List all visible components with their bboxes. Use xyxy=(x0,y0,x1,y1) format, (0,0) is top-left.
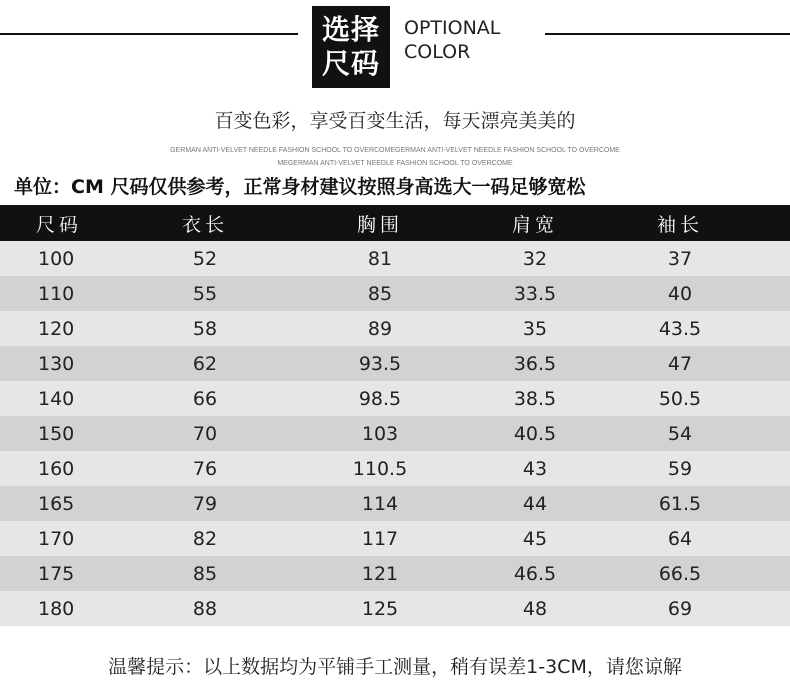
table-row xyxy=(0,486,790,521)
header-length: 衣长 xyxy=(150,205,260,241)
color-text: COLOR xyxy=(404,41,471,63)
size-cell: 110 xyxy=(0,276,150,311)
right-divider xyxy=(545,33,790,35)
length-cell: 58 xyxy=(150,311,260,346)
table-row xyxy=(0,276,790,311)
header-size: 尺码 xyxy=(0,205,150,241)
size-cell: 150 xyxy=(0,416,150,451)
size-cell: 165 xyxy=(0,486,150,521)
length-cell: 52 xyxy=(150,241,260,276)
length-cell: 66 xyxy=(150,381,260,416)
sleeve-cell: 54 xyxy=(570,416,790,451)
length-cell: 76 xyxy=(150,451,260,486)
sleeve-cell: 64 xyxy=(570,521,790,556)
header-sleeve: 袖长 xyxy=(570,205,790,241)
chest-cell: 89 xyxy=(260,311,500,346)
optional-color-label xyxy=(404,16,500,64)
size-cell: 100 xyxy=(0,241,150,276)
table-row xyxy=(0,311,790,346)
length-cell: 88 xyxy=(150,591,260,626)
chest-cell: 93.5 xyxy=(260,346,500,381)
badge-line-1: 选择 xyxy=(321,13,380,46)
sleeve-cell: 61.5 xyxy=(570,486,790,521)
size-cell: 140 xyxy=(0,381,150,416)
shoulder-cell: 35 xyxy=(500,311,570,346)
chest-cell: 103 xyxy=(260,416,500,451)
header xyxy=(0,0,790,100)
slogan: 百变色彩，享受百变生活，每天漂亮美美的 xyxy=(214,110,576,132)
length-cell: 62 xyxy=(150,346,260,381)
chest-cell: 117 xyxy=(260,521,500,556)
chest-cell: 114 xyxy=(260,486,500,521)
fine-print-line-2: MEGERMAN ANTI-VELVET NEEDLE FASHION SCHOOL TO OVERCOME xyxy=(277,160,513,167)
table-header-row xyxy=(0,205,790,241)
shoulder-cell: 48 xyxy=(500,591,570,626)
sleeve-cell: 47 xyxy=(570,346,790,381)
shoulder-cell: 33.5 xyxy=(500,276,570,311)
sleeve-cell: 43.5 xyxy=(570,311,790,346)
table-row xyxy=(0,381,790,416)
unit-note: 单位：CM 尺码仅供参考，正常身材建议按照身高选大一码足够宽松 xyxy=(14,176,586,198)
size-cell: 160 xyxy=(0,451,150,486)
chest-cell: 98.5 xyxy=(260,381,500,416)
size-cell: 180 xyxy=(0,591,150,626)
sleeve-cell: 37 xyxy=(570,241,790,276)
header-shoulder: 肩宽 xyxy=(500,205,570,241)
badge-line-2: 尺码 xyxy=(321,47,380,80)
size-cell: 175 xyxy=(0,556,150,591)
length-cell: 55 xyxy=(150,276,260,311)
footer-tip: 温馨提示：以上数据均为平铺手工测量，稍有误差1-3CM，请您谅解 xyxy=(108,656,682,678)
shoulder-cell: 36.5 xyxy=(500,346,570,381)
size-cell: 120 xyxy=(0,311,150,346)
fine-print-line-1: GERMAN ANTI-VELVET NEEDLE FASHION SCHOOL TO OVERCOMEGERMAN ANTI-VELVET NEEDLE FASHION SCHOOL TO OVERCOME xyxy=(170,147,620,154)
size-cell: 130 xyxy=(0,346,150,381)
select-size-badge xyxy=(312,6,390,88)
table-row xyxy=(0,346,790,381)
shoulder-cell: 38.5 xyxy=(500,381,570,416)
left-divider xyxy=(0,33,298,35)
table-row xyxy=(0,416,790,451)
table-row xyxy=(0,556,790,591)
shoulder-cell: 32 xyxy=(500,241,570,276)
table-row xyxy=(0,591,790,626)
header-chest: 胸围 xyxy=(260,205,500,241)
sleeve-cell: 66.5 xyxy=(570,556,790,591)
shoulder-cell: 44 xyxy=(500,486,570,521)
table-row xyxy=(0,451,790,486)
optional-text: OPTIONAL xyxy=(404,17,501,39)
chest-cell: 85 xyxy=(260,276,500,311)
chest-cell: 110.5 xyxy=(260,451,500,486)
sleeve-cell: 40 xyxy=(570,276,790,311)
chest-cell: 81 xyxy=(260,241,500,276)
shoulder-cell: 43 xyxy=(500,451,570,486)
sleeve-cell: 50.5 xyxy=(570,381,790,416)
length-cell: 85 xyxy=(150,556,260,591)
table-row xyxy=(0,241,790,276)
length-cell: 82 xyxy=(150,521,260,556)
length-cell: 79 xyxy=(150,486,260,521)
size-cell: 170 xyxy=(0,521,150,556)
sleeve-cell: 59 xyxy=(570,451,790,486)
table-body xyxy=(0,241,790,626)
sleeve-cell: 69 xyxy=(570,591,790,626)
shoulder-cell: 45 xyxy=(500,521,570,556)
size-table xyxy=(0,205,790,626)
length-cell: 70 xyxy=(150,416,260,451)
table-row xyxy=(0,521,790,556)
shoulder-cell: 40.5 xyxy=(500,416,570,451)
chest-cell: 125 xyxy=(260,591,500,626)
shoulder-cell: 46.5 xyxy=(500,556,570,591)
chest-cell: 121 xyxy=(260,556,500,591)
